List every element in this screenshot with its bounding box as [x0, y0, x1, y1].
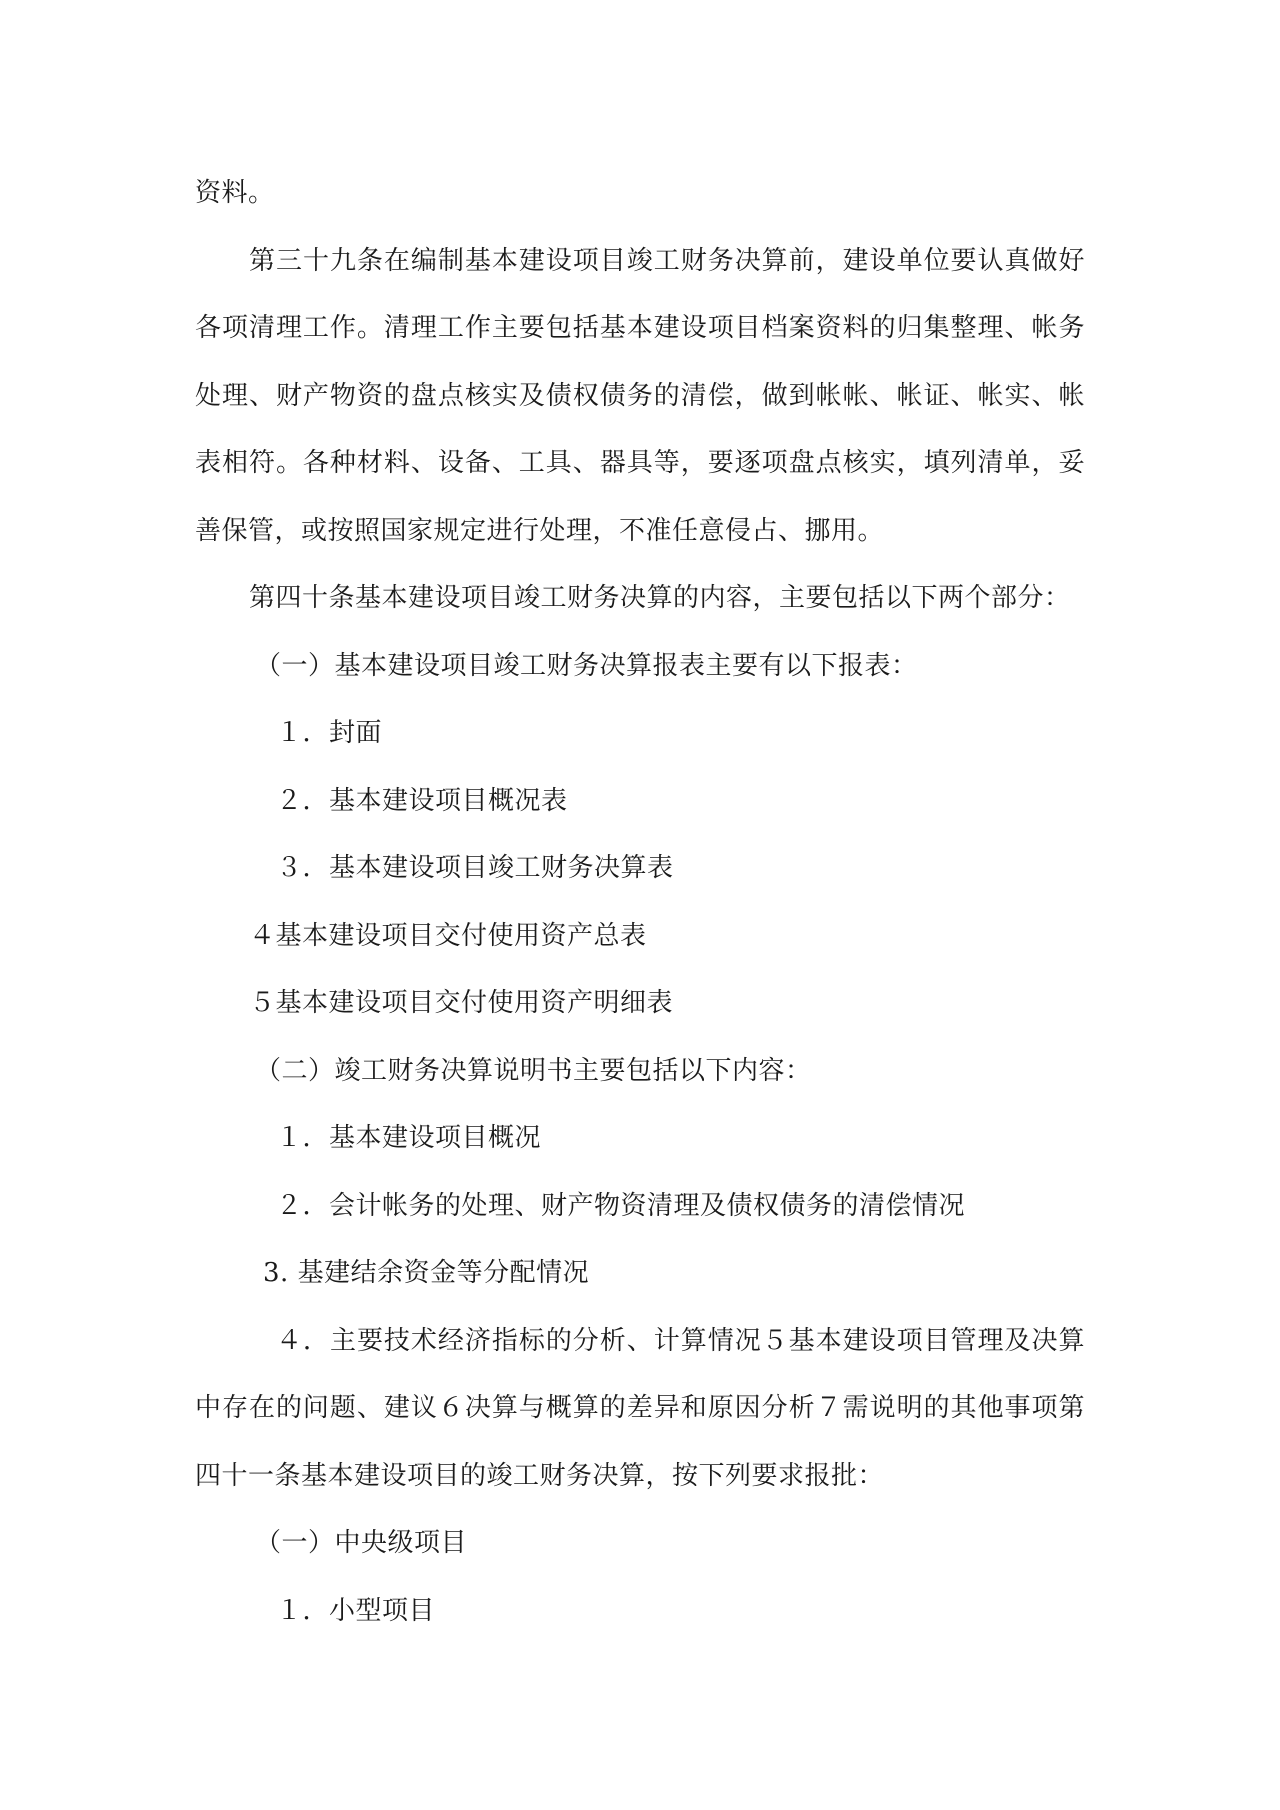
document-body: [195, 160, 1085, 1645]
list-item: 3. 基建结余资金等分配情况: [263, 1258, 590, 1288]
list-item: ５基本建设项目交付使用资产明细表: [249, 988, 674, 1018]
list-item: ４基本建设项目交付使用资产总表: [249, 920, 647, 951]
list-item: ３．基本建设项目竣工财务决算表: [276, 853, 674, 883]
paragraph-continuation: 资料。: [195, 178, 275, 208]
section-heading-instructions: （二）竣工财务决算说明书主要包括以下内容：: [255, 1055, 812, 1086]
section-heading-central: （一）中央级项目: [255, 1528, 468, 1558]
list-item: ２．会计帐务的处理、财产物资清理及债权债务的清偿情况: [276, 1190, 966, 1221]
list-item: １．基本建设项目概况: [276, 1123, 542, 1153]
paragraph-article-40: 第四十条基本建设项目竣工财务决算的内容，主要包括以下两个部分：: [249, 583, 1071, 613]
list-item: ２．基本建设项目概况表: [276, 785, 568, 816]
section-heading-reports: （一）基本建设项目竣工财务决算报表主要有以下报表：: [255, 650, 918, 681]
list-item: １．封面: [276, 718, 383, 748]
paragraph-article-39: 第三十九条在编制基本建设项目竣工财务决算前，建设单位要认真做好各项清理工作。清理工作主要包括基本建设项目档案资料的归集整理、帐务处理、财产物资的盘点核实及债权债务的清偿，做到帐帐、帐证、帐实、帐表相符。各种材料、设备、工具、器具等，要逐项盘点核实，填列清单，妥善保管，或按照国家规定进行处理，不准任意侵占、挪用。: [195, 245, 1085, 546]
list-item: １．小型项目: [276, 1595, 436, 1626]
paragraph-article-41: ４．主要技术经济指标的分析、计算情况５基本建设项目管理及决算中存在的问题、建议６决算与概算的差异和原因分析７需说明的其他事项第四十一条基本建设项目的竣工财务决算，按下列要求报批：: [195, 1325, 1085, 1491]
